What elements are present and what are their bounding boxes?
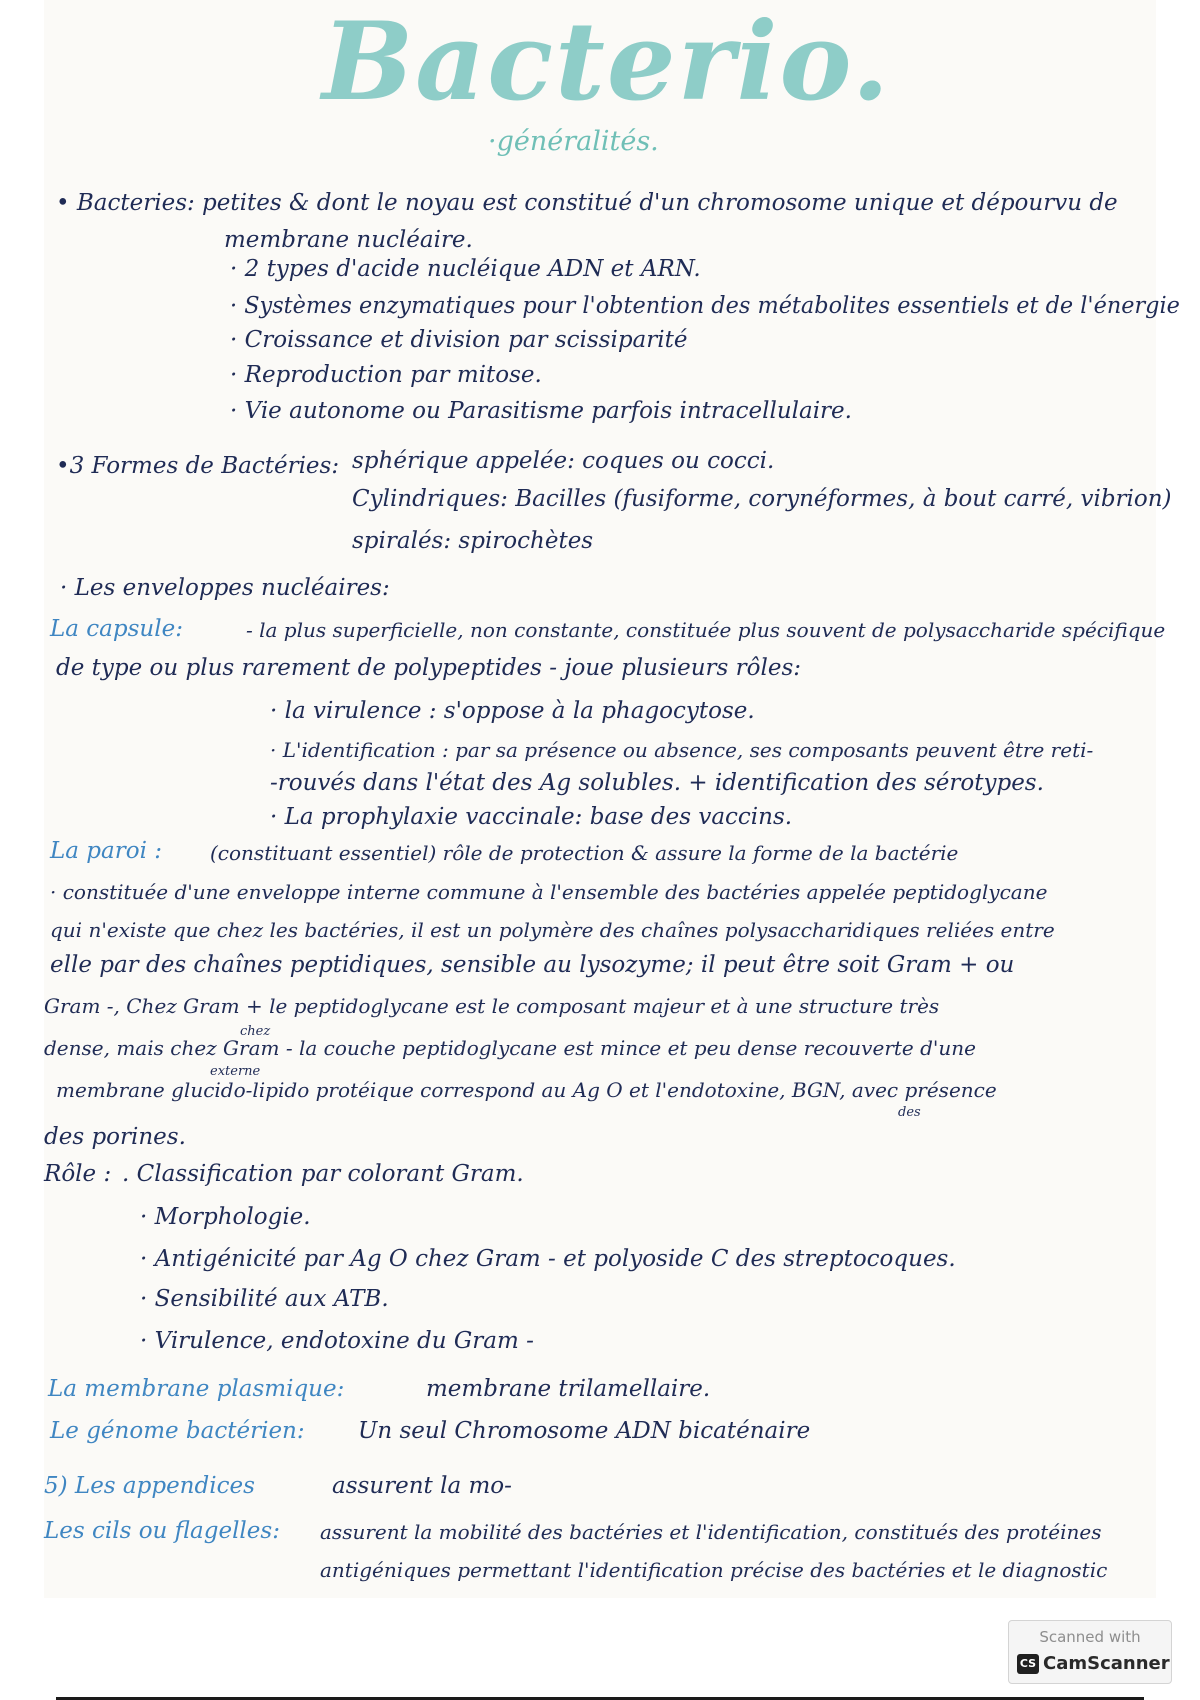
watermark-caption: Scanned with xyxy=(1039,1628,1141,1646)
section-heading-appendices: 5) Les appendices xyxy=(44,1473,255,1499)
note-heading: Rôle : xyxy=(44,1161,112,1187)
note-line: • Bacteries: petites & dont le noyau est constitué d'un chromosome unique et dépourvu de xyxy=(56,190,1118,216)
note-line: · Antigénicité par Ag O chez Gram - et polyoside C des streptocoques. xyxy=(140,1246,956,1272)
note-line: · la virulence : s'oppose à la phagocytose. xyxy=(270,698,755,724)
note-line: (constituant essentiel) rôle de protection & assure la forme de la bactérie xyxy=(210,841,959,865)
note-line: dense, mais chez Gram - la couche peptidoglycane est mince et peu dense recouverte d'une xyxy=(44,1036,977,1060)
camscanner-logo-icon: CS xyxy=(1017,1654,1039,1674)
scanned-page xyxy=(44,0,1156,1598)
note-line: Gram -, Chez Gram + le peptidoglycane est le composant majeur et à une structure très xyxy=(44,994,940,1018)
section-heading-membrane: La membrane plasmique: xyxy=(48,1376,345,1402)
note-line: · Vie autonome ou Parasitisme parfois intracellulaire. xyxy=(230,398,852,424)
camscanner-watermark xyxy=(1008,1620,1172,1684)
note-heading: · Les enveloppes nucléaires: xyxy=(60,575,390,601)
note-line: antigéniques permettant l'identification précise des bactéries et le diagnostic xyxy=(320,1558,1108,1582)
section-heading-capsule: La capsule: xyxy=(50,616,183,642)
note-line: des porines. xyxy=(44,1124,186,1150)
watermark-brand: CamScanner xyxy=(1043,1653,1170,1674)
note-line: · Morphologie. xyxy=(140,1204,311,1230)
note-line: qui n'existe que chez les bactéries, il est un polymère des chaînes polysaccharidiques reliées entre xyxy=(50,918,1055,942)
section-heading-paroi: La paroi : xyxy=(50,838,162,864)
note-line: elle par des chaînes peptidiques, sensible au lysozyme; il peut être soit Gram + ou xyxy=(50,952,1015,978)
note-line: · Virulence, endotoxine du Gram - xyxy=(140,1328,534,1354)
note-line: Cylindriques: Bacilles (fusiforme, corynéformes, à bout carré, vibrion) xyxy=(352,486,1172,512)
note-line: sphérique appelée: coques ou cocci. xyxy=(352,448,775,474)
note-heading: •3 Formes de Bactéries: xyxy=(56,453,340,479)
note-line: · Systèmes enzymatiques pour l'obtention des métabolites essentiels et de l'énergie xyxy=(230,293,1180,319)
page-title: Bacterio. xyxy=(322,0,892,125)
note-line: - la plus superficielle, non constante, constituée plus souvent de polysaccharide spécifique xyxy=(246,618,1166,642)
note-line: spiralés: spirochètes xyxy=(352,528,594,554)
note-line: · L'identification : par sa présence ou absence, ses composants peuvent être reti- xyxy=(270,738,1094,762)
note-line: · Croissance et division par scissiparité xyxy=(230,327,688,353)
note-line: · 2 types d'acide nucléique ADN et ARN. xyxy=(230,256,701,282)
interlinear-note: chez xyxy=(240,1024,271,1039)
note-line: de type ou plus rarement de polypeptides - joue plusieurs rôles: xyxy=(56,655,802,681)
note-line: · La prophylaxie vaccinale: base des vaccins. xyxy=(270,804,793,830)
section-heading-flagelles: Les cils ou flagelles: xyxy=(44,1518,280,1544)
note-line: · constituée d'une enveloppe interne commune à l'ensemble des bactéries appelée peptidoglycane xyxy=(50,880,1048,904)
note-line: membrane glucido-lipido protéique correspond au Ag O et l'endotoxine, BGN, avec présence xyxy=(56,1078,997,1102)
note-line: membrane trilamellaire. xyxy=(426,1376,711,1402)
page-subtitle: ·généralités. xyxy=(488,126,659,157)
note-line: -rouvés dans l'état des Ag solubles. + identification des sérotypes. xyxy=(270,770,1044,796)
note-line: · Sensibilité aux ATB. xyxy=(140,1286,389,1312)
note-line: · Reproduction par mitose. xyxy=(230,362,542,388)
note-line: . Classification par colorant Gram. xyxy=(122,1161,524,1187)
note-line: assurent la mo- xyxy=(332,1473,512,1499)
section-heading-genome: Le génome bactérien: xyxy=(50,1418,305,1444)
note-line: membrane nucléaire. xyxy=(224,227,473,253)
interlinear-note: des xyxy=(898,1105,921,1120)
note-line: Un seul Chromosome ADN bicaténaire xyxy=(358,1418,811,1444)
interlinear-note: externe xyxy=(210,1064,261,1079)
note-line: assurent la mobilité des bactéries et l'identification, constitués des protéines xyxy=(320,1520,1102,1544)
